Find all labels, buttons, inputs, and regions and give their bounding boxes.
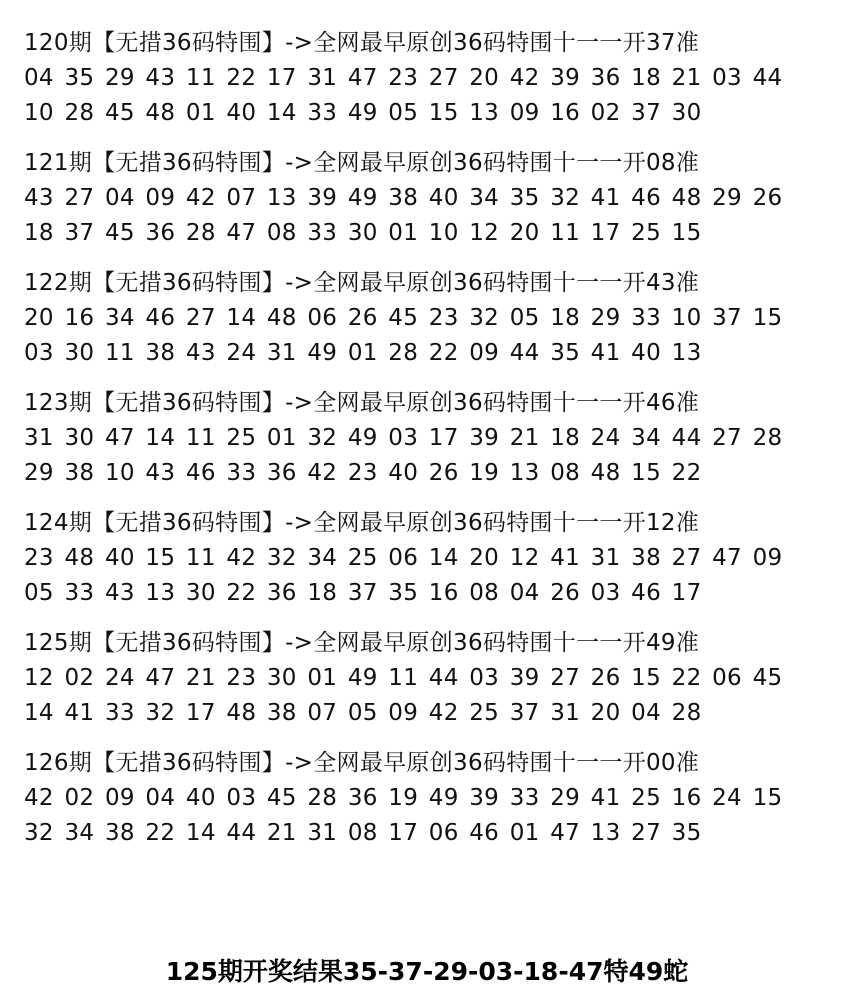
period-header: 125期【无措36码特围】->全网最早原创36码特围十一一开49准 <box>24 630 700 656</box>
number-row: 14 41 33 32 17 48 38 07 05 09 42 25 37 31 20 04 28 <box>24 700 702 726</box>
prediction-list <box>24 26 834 866</box>
number-row: 05 33 43 13 30 22 36 18 37 35 16 08 04 26 03 46 17 <box>24 580 702 606</box>
period-header: 120期【无措36码特围】->全网最早原创36码特围十一一开37准 <box>24 30 700 56</box>
number-row: 42 02 09 04 40 03 45 28 36 19 49 39 33 29 41 25 16 24 15 <box>24 785 783 811</box>
number-row: 43 27 04 09 42 07 13 39 49 38 40 34 35 32 41 46 48 29 26 <box>24 185 783 211</box>
period-entry-126 <box>24 746 834 866</box>
number-row: 04 35 29 43 11 22 17 31 47 23 27 20 42 39 36 18 21 03 44 <box>24 65 783 91</box>
number-row: 18 37 45 36 28 47 08 33 30 01 10 12 20 11 17 25 15 <box>24 220 702 246</box>
period-entry-122 <box>24 266 834 386</box>
number-row: 20 16 34 46 27 14 48 06 26 45 23 32 05 18 29 33 10 37 15 <box>24 305 783 331</box>
number-row: 31 30 47 14 11 25 01 32 49 03 17 39 21 18 24 34 44 27 28 <box>24 425 783 451</box>
period-header: 126期【无措36码特围】->全网最早原创36码特围十一一开00准 <box>24 750 700 776</box>
period-entry-123 <box>24 386 834 506</box>
period-entry-120 <box>24 26 834 146</box>
period-entry-124 <box>24 506 834 626</box>
draw-result-banner: 125期开奖结果35-37-29-03-18-47特49蛇 <box>165 957 689 986</box>
number-row: 03 30 11 38 43 24 31 49 01 28 22 09 44 35 41 40 13 <box>24 340 702 366</box>
period-header: 123期【无措36码特围】->全网最早原创36码特围十一一开46准 <box>24 390 700 416</box>
number-row: 12 02 24 47 21 23 30 01 49 11 44 03 39 27 26 15 22 06 45 <box>24 665 783 691</box>
number-row: 23 48 40 15 11 42 32 34 25 06 14 20 12 41 31 38 27 47 09 <box>24 545 783 571</box>
period-entry-125 <box>24 626 834 746</box>
period-entry-121 <box>24 146 834 266</box>
period-header: 124期【无措36码特围】->全网最早原创36码特围十一一开12准 <box>24 510 700 536</box>
number-row: 10 28 45 48 01 40 14 33 49 05 15 13 09 16 02 37 30 <box>24 100 702 126</box>
period-header: 121期【无措36码特围】->全网最早原创36码特围十一一开08准 <box>24 150 700 176</box>
number-row: 29 38 10 43 46 33 36 42 23 40 26 19 13 08 48 15 22 <box>24 460 702 486</box>
period-header: 122期【无措36码特围】->全网最早原创36码特围十一一开43准 <box>24 270 700 296</box>
number-row: 32 34 38 22 14 44 21 31 08 17 06 46 01 47 13 27 35 <box>24 820 702 846</box>
